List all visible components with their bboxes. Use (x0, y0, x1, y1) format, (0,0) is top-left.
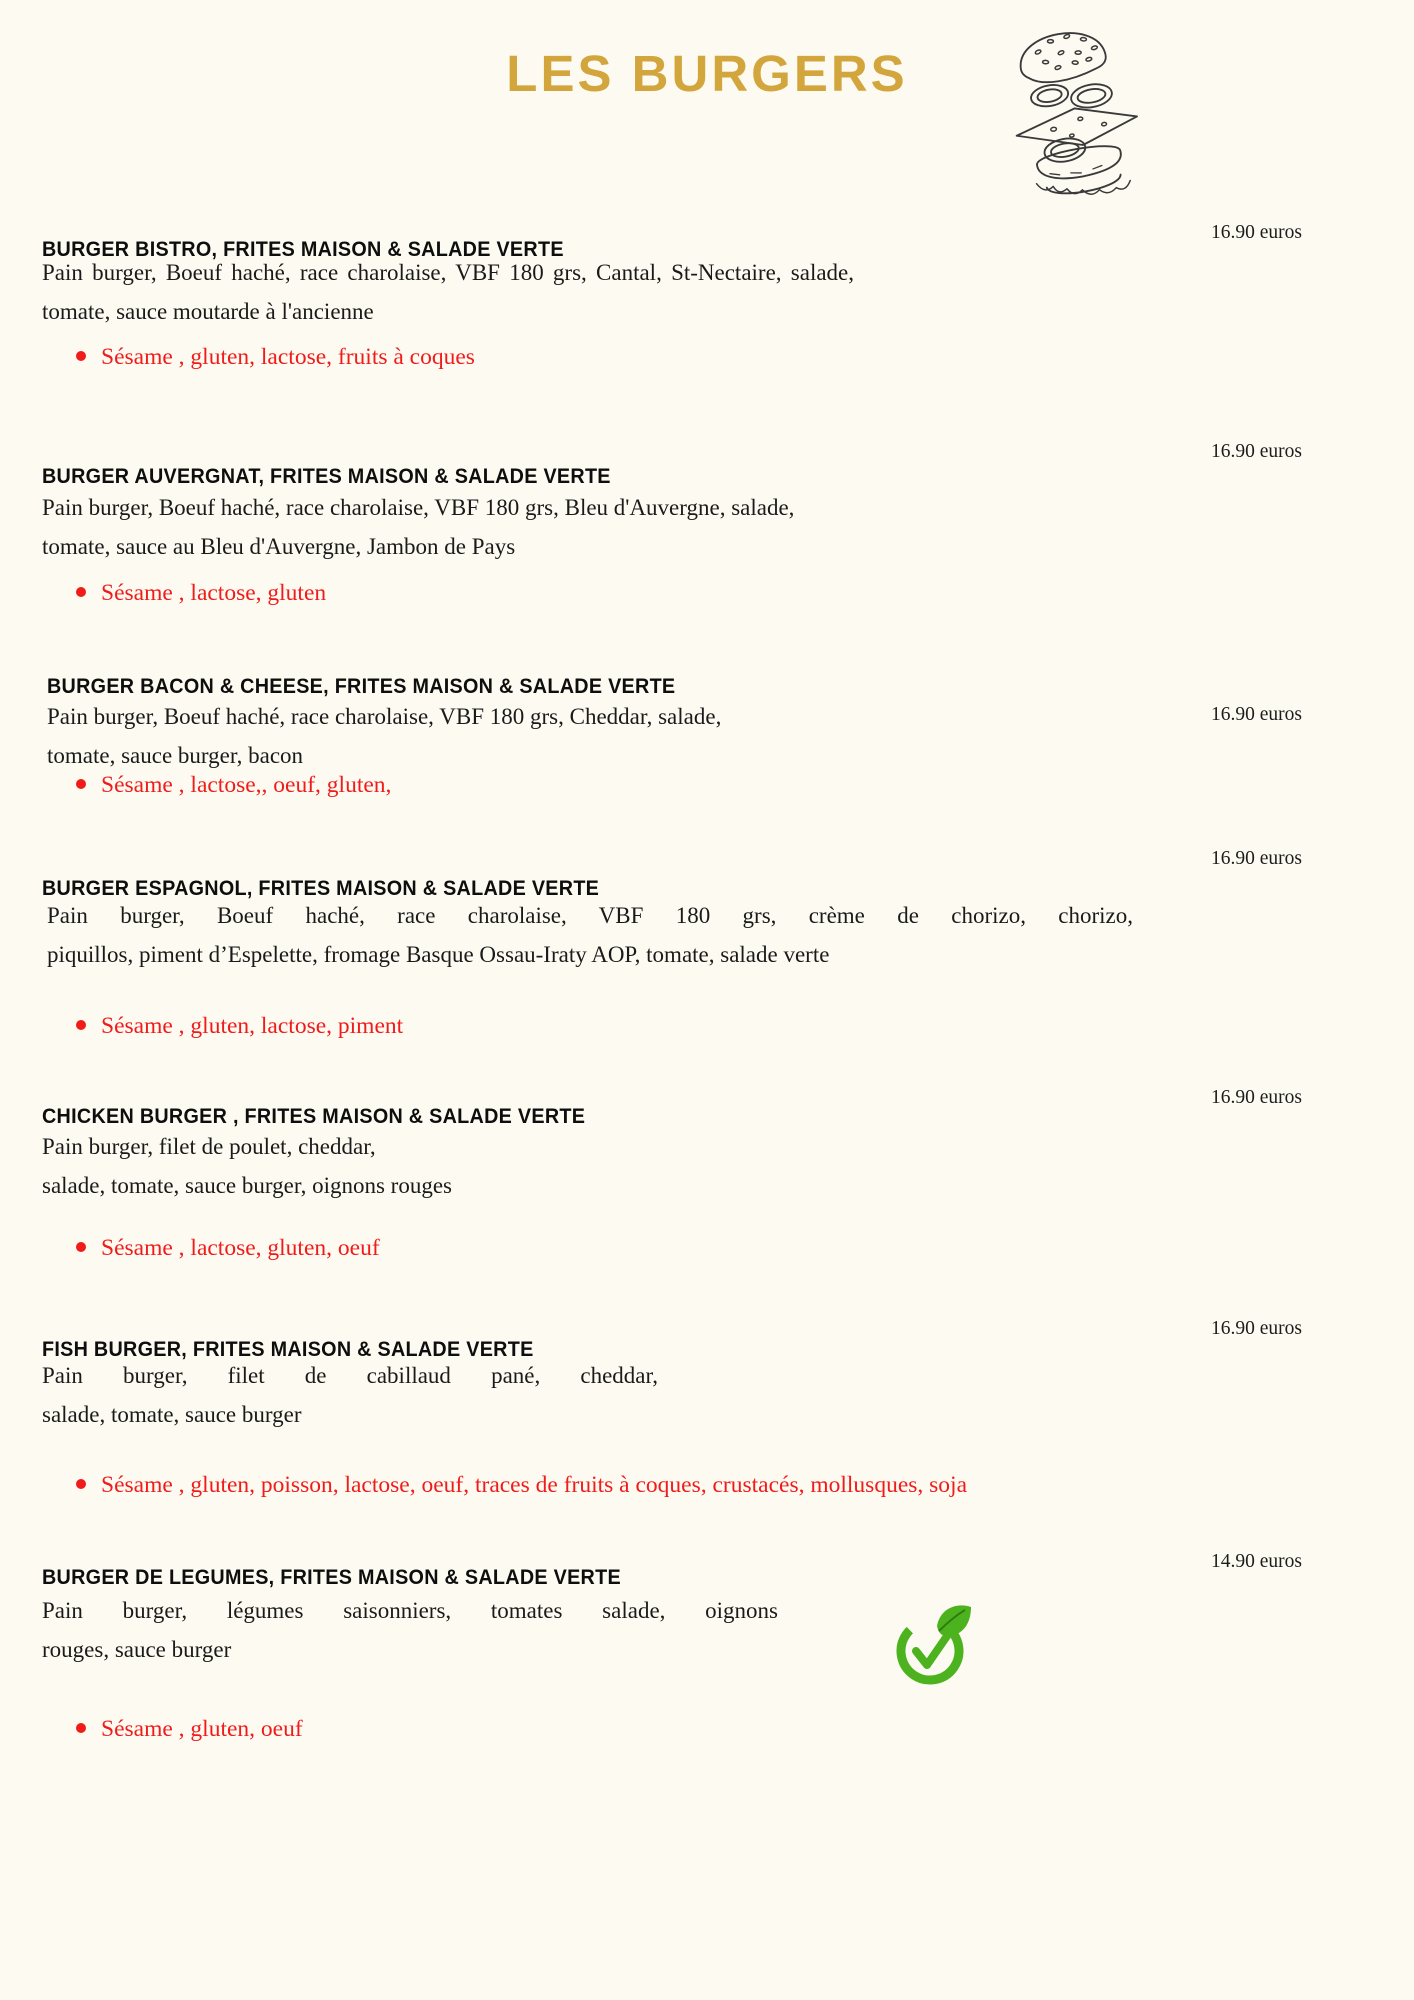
item-allergens: Sésame , lactose, gluten (76, 580, 326, 607)
item-allergens: Sésame , gluten, lactose, piment (76, 1013, 403, 1040)
item-price: 16.90 euros (1211, 704, 1302, 725)
item-title: BURGER DE LEGUMES, FRITES MAISON & SALADE VERTE (42, 1564, 621, 1589)
item-title: CHICKEN BURGER , FRITES MAISON & SALADE VERTE (42, 1103, 586, 1128)
item-description: Pain burger, Boeuf haché, race charolaise, VBF 180 grs, Cheddar, salade, tomate, sauce burger, bacon (47, 704, 722, 768)
item-description: Pain burger, Boeuf haché, race charolaise, VBF 180 grs, Bleu d'Auvergne, salade, tomate, sauce au Bleu d'Auvergne, Jambon de Pays (42, 495, 795, 559)
item-title: BURGER BISTRO, FRITES MAISON & SALADE VERTE (42, 236, 564, 261)
item-price: 16.90 euros (1211, 441, 1302, 462)
burger-illustration-icon (995, 6, 1145, 201)
bullet-icon (76, 1723, 86, 1733)
item-price: 16.90 euros (1211, 1318, 1302, 1339)
item-title: BURGER AUVERGNAT, FRITES MAISON & SALADE VERTE (42, 463, 611, 488)
item-price: 16.90 euros (1211, 848, 1302, 869)
page-title: LES BURGERS (506, 45, 908, 102)
item-allergens: Sésame , gluten, lactose, fruits à coques (76, 344, 475, 371)
item-allergens: Sésame , gluten, poisson, lactose, oeuf, traces de fruits à coques, crustacés, mollusques, soja (76, 1472, 967, 1499)
bullet-icon (76, 1242, 86, 1252)
bullet-icon (76, 587, 86, 597)
item-description: Pain burger, filet de poulet, cheddar, salade, tomate, sauce burger, oignons rouges (42, 1134, 452, 1198)
item-description: Pain burger, filet de cabillaud pané, cheddar, salade, tomate, sauce burger (42, 1363, 658, 1427)
item-allergens: Sésame , lactose,, oeuf, gluten, (76, 772, 391, 799)
item-price: 14.90 euros (1211, 1551, 1302, 1572)
bullet-icon (76, 779, 86, 789)
item-description: Pain burger, Boeuf haché, race charolaise, VBF 180 grs, crème de chorizo, chorizo, piquillos, piment d’Espelette, fromage Basque Ossau-Iraty AOP, tomate, salade verte (47, 903, 1133, 967)
bullet-icon (76, 1479, 86, 1489)
item-price: 16.90 euros (1211, 1087, 1302, 1108)
item-description: Pain burger, Boeuf haché, race charolaise, VBF 180 grs, Cantal, St-Nectaire, salade, tomate, sauce moutarde à l'ancienne (42, 260, 854, 324)
item-allergens: Sésame , lactose, gluten, oeuf (76, 1235, 380, 1262)
bullet-icon (76, 351, 86, 361)
item-allergens: Sésame , gluten, oeuf (76, 1716, 303, 1743)
bullet-icon (76, 1020, 86, 1030)
item-title: BURGER ESPAGNOL, FRITES MAISON & SALADE VERTE (42, 875, 600, 900)
item-description: Pain burger, légumes saisonniers, tomates salade, oignons rouges, sauce burger (42, 1598, 778, 1662)
vegetarian-icon (894, 1600, 972, 1688)
item-title: BURGER BACON & CHEESE, FRITES MAISON & SALADE VERTE (47, 673, 676, 698)
item-title: FISH BURGER, FRITES MAISON & SALADE VERTE (42, 1336, 534, 1361)
item-price: 16.90 euros (1211, 222, 1302, 243)
